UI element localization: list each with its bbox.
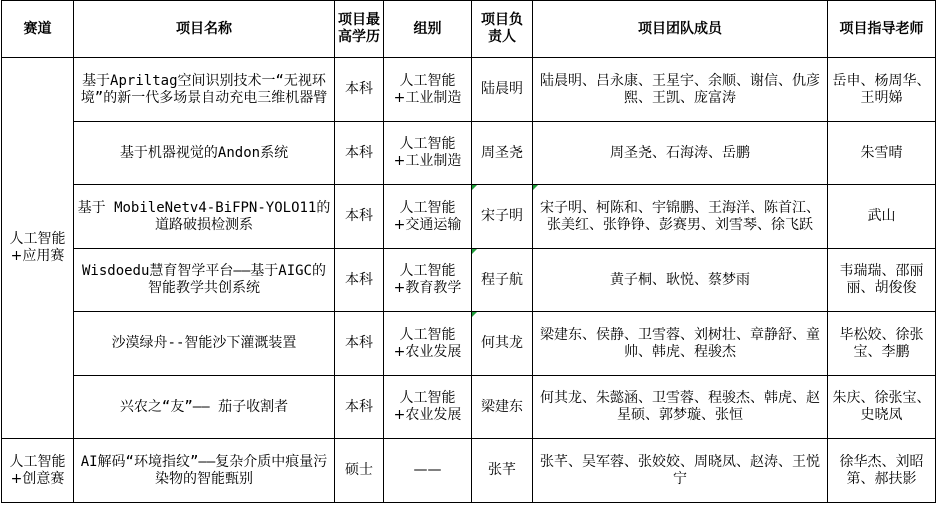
group-cell: 人工智能+工业制造 <box>384 58 472 122</box>
table-row <box>2 58 936 122</box>
leader-cell: 何其龙 <box>472 312 533 376</box>
leader-cell: 宋子明 <box>472 185 533 249</box>
group-cell: 人工智能+农业发展 <box>384 312 472 376</box>
project-name-cell: AI解码“环境指纹”——复杂介质中痕量污染物的智能甄别 <box>74 439 335 503</box>
table-row <box>2 249 936 312</box>
leader-cell: 陆晨明 <box>472 58 533 122</box>
project-name-cell: 基于Apriltag空间识别技术一“无视环境”的新一代多场景自动充电三维机器臂 <box>74 58 335 122</box>
header-project-name: 项目名称 <box>74 1 335 58</box>
track-cell: 人工智能+应用赛 <box>2 58 74 439</box>
header-leader: 项目负责人 <box>472 1 533 58</box>
track-cell: 人工智能+创意赛 <box>2 439 74 503</box>
members-cell: 宋子明、柯陈和、宇锦鹏、王海洋、陈首江、张美红、张铮铮、彭赛男、刘雪琴、徐飞跃 <box>533 185 828 249</box>
project-name-cell: Wisdoedu慧育智学平台——基于AIGC的智能教学共创系统 <box>74 249 335 312</box>
table-row <box>2 376 936 439</box>
advisors-cell: 毕松姣、徐张宝、李鹏 <box>828 312 936 376</box>
leader-cell: 周圣尧 <box>472 122 533 185</box>
projects-table <box>1 0 936 503</box>
group-cell: 人工智能+教育教学 <box>384 249 472 312</box>
members-cell: 梁建东、侯静、卫雪蓉、刘树壮、章静舒、童帅、韩虎、程骏杰 <box>533 312 828 376</box>
table-row <box>2 439 936 503</box>
advisors-cell: 武山 <box>828 185 936 249</box>
group-cell: —— <box>384 439 472 503</box>
members-cell: 周圣尧、石海涛、岳鹏 <box>533 122 828 185</box>
header-group: 组别 <box>384 1 472 58</box>
education-cell: 本科 <box>335 249 384 312</box>
project-name-cell: 基于 MobileNetv4-BiFPN-YOLO11的道路破损检测系 <box>74 185 335 249</box>
header-education: 项目最高学历 <box>335 1 384 58</box>
header-row <box>2 1 936 58</box>
education-cell: 本科 <box>335 58 384 122</box>
header-members: 项目团队成员 <box>533 1 828 58</box>
header-track: 赛道 <box>2 1 74 58</box>
education-cell: 硕士 <box>335 439 384 503</box>
advisors-cell: 朱雪晴 <box>828 122 936 185</box>
education-cell: 本科 <box>335 185 384 249</box>
members-cell: 黄子桐、耿悦、蔡梦雨 <box>533 249 828 312</box>
leader-cell: 程子航 <box>472 249 533 312</box>
members-cell: 陆晨明、吕永康、王星宇、余顺、谢信、仇彦熙、王凯、庞富涛 <box>533 58 828 122</box>
group-cell: 人工智能+交通运输 <box>384 185 472 249</box>
group-cell: 人工智能+工业制造 <box>384 122 472 185</box>
table-row <box>2 122 936 185</box>
advisors-cell: 岳申、杨周华、王明娣 <box>828 58 936 122</box>
table-row <box>2 185 936 249</box>
education-cell: 本科 <box>335 312 384 376</box>
members-cell: 张芊、吴军蓉、张姣姣、周晓凤、赵涛、王悦宁 <box>533 439 828 503</box>
project-name-cell: 兴农之“友”—— 茄子收割者 <box>74 376 335 439</box>
table-row <box>2 312 936 376</box>
members-cell: 何其龙、朱懿涵、卫雪蓉、程骏杰、韩虎、赵星硕、郭梦璇、张恒 <box>533 376 828 439</box>
education-cell: 本科 <box>335 122 384 185</box>
advisors-cell: 韦瑞瑞、邵丽丽、胡俊俊 <box>828 249 936 312</box>
header-advisors: 项目指导老师 <box>828 1 936 58</box>
leader-cell: 张芊 <box>472 439 533 503</box>
project-name-cell: 沙漠绿舟--智能沙下灌溉装置 <box>74 312 335 376</box>
group-cell: 人工智能+农业发展 <box>384 376 472 439</box>
advisors-cell: 朱庆、徐张宝、史晓凤 <box>828 376 936 439</box>
project-name-cell: 基于机器视觉的Andon系统 <box>74 122 335 185</box>
advisors-cell: 徐华杰、刘昭第、郝扶影 <box>828 439 936 503</box>
education-cell: 本科 <box>335 376 384 439</box>
leader-cell: 梁建东 <box>472 376 533 439</box>
